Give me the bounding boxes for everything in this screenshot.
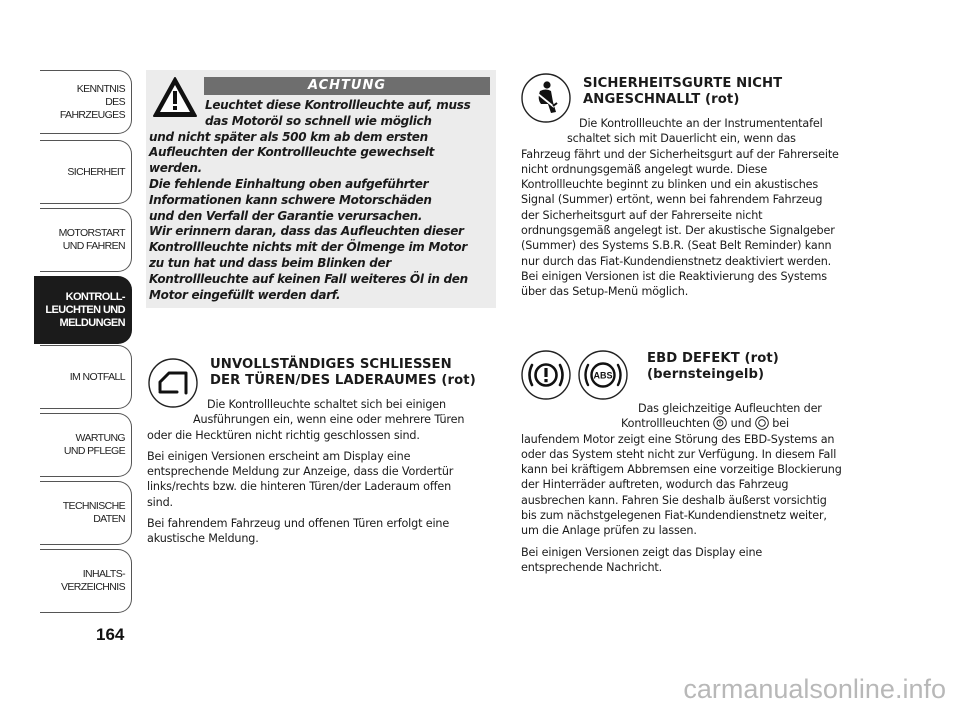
page-number: 164 (96, 625, 125, 644)
doors-title (210, 357, 476, 389)
tab-kontrollleuchten[interactable] (34, 276, 132, 344)
warning-line: Die fehlende Einhaltung oben aufgeführter (149, 176, 429, 191)
seatbelt-text (521, 116, 881, 300)
warning-line: Kontrollleuchte auf keinen Fall weiteres Öl in den (149, 271, 468, 286)
text-line-inline-icons (521, 416, 881, 431)
tab-label: TECHNISCHE DATEN (62, 500, 125, 525)
text-line: kann bei kräftigem Abbremsen eine vorzeitige Blockierung (521, 463, 842, 477)
warning-line: und den Verfall der Garantie verursachen. (149, 208, 423, 223)
paragraph (147, 449, 497, 510)
tab-wartung[interactable] (40, 413, 132, 477)
text-line: oder die Hecktüren nicht richtig geschlossen sind. (147, 428, 420, 442)
brake-warning-icon (713, 416, 727, 430)
warning-line: und nicht später als 500 km ab dem ersten (149, 129, 428, 144)
tab-motorstart[interactable] (40, 208, 132, 272)
paragraph (521, 545, 881, 576)
title-line: ANGESCHNALLT (rot) (583, 92, 740, 107)
text-line: nicht ordnungsgemäß angelegt wurde. Diese (521, 162, 768, 176)
brake-warning-icon (520, 349, 572, 401)
title-line: SICHERHEITSGURTE NICHT (583, 76, 783, 91)
warning-line: zu tun hat und dass beim Blinken der (149, 255, 391, 270)
text-line: sind. (147, 495, 173, 509)
warning-text (149, 98, 493, 303)
text-line: ausbrechen kann. Fahren Sie deshalb äußerst vorsichtig (521, 493, 827, 507)
title-line: (bernsteingelb) (647, 367, 765, 382)
text-fragment: und (730, 417, 752, 431)
text-line: nur durch das Fiat-Kundendienstnetz deaktiviert werden. (521, 254, 832, 268)
ebd-text (521, 401, 881, 575)
watermark-text: carmanualsonline.info (683, 674, 946, 704)
text-line: Die Kontrollleuchte an der Instrumententafel (579, 117, 823, 130)
tab-technische-daten[interactable] (40, 481, 132, 545)
text-line: Bei fahrendem Fahrzeug und offenen Türen erfolgt eine (147, 517, 450, 531)
warning-line: Motor eingefüllt werden darf. (149, 287, 341, 302)
text-line: Fahrzeug fährt und der Sicherheitsgurt auf der Fahrerseite (521, 147, 839, 161)
tab-label: KENNTNIS DES FAHRZEUGES (59, 82, 125, 121)
tab-label: SICHERHEIT (67, 165, 125, 178)
text-line: Das gleichzeitige Aufleuchten der (638, 402, 822, 415)
title-line: DER TÜREN/DES LADERAUMES (rot) (210, 373, 476, 388)
doors-text (147, 397, 497, 547)
text-line: Kontrollleuchte beginnt zu blinken und ein akustisches (521, 178, 819, 192)
text-line: entsprechende Nachricht. (521, 560, 663, 574)
title-line: EBD DEFEKT (rot) (647, 351, 779, 366)
text-line: entsprechende Meldung zur Anzeige, dass die Vordertür (147, 465, 454, 479)
text-line: bis zum nächstgelegenen Fiat-Kundendienstnetz weiter, (521, 509, 827, 523)
text-line: laufendem Motor zeigt eine Störung des EBD-Systems an (521, 432, 835, 446)
warning-line: Aufleuchten der Kontrollleuchte gewechselt (149, 145, 435, 160)
text-fragment: bei (772, 417, 789, 431)
text-line: links/rechts bzw. die hinteren Türen/der Laderaum offen (147, 480, 452, 494)
tab-sicherheit[interactable] (40, 140, 132, 204)
abs-icon-text: ABS (593, 370, 613, 381)
text-line: Bei einigen Versionen ist die Reaktivierung des Systems (521, 269, 827, 283)
ebd-title (647, 351, 779, 383)
text-line: um die Anlage prüfen zu lassen. (521, 524, 697, 538)
text-line: ordnungsgemäß angelegt ist. Der akustische Signalgeber (521, 224, 835, 238)
title-line: UNVOLLSTÄNDIGES SCHLIESSEN (210, 357, 452, 372)
text-fragment: Kontrollleuchten (621, 417, 710, 431)
text-line: der Hinterräder auftreten, wodurch das Fahrzeug (521, 478, 789, 492)
text-line: Die Kontrollleuchte schaltet sich bei einigen (207, 398, 446, 411)
text-line: über das Setup-Menü möglich. (521, 285, 689, 299)
seatbelt-title (583, 76, 782, 108)
text-line: oder das System steht nicht zur Verfügung. In diesem Fall (521, 447, 837, 461)
text-line: der Sicherheitsgurt auf der Fahrerseite nicht (521, 208, 763, 222)
abs-icon (577, 349, 629, 401)
text-line: Bei einigen Versionen zeigt das Display eine (521, 545, 763, 559)
warning-line: Leuchtet diese Kontrollleuchte auf, muss (205, 98, 471, 112)
text-line: Bei einigen Versionen erscheint am Display eine (147, 449, 411, 463)
tab-label: MOTORSTART UND FAHREN (58, 227, 125, 252)
warning-line: werden. (149, 161, 202, 176)
tab-label: INHALTS- VERZEICHNIS (61, 568, 125, 593)
tab-im-notfall[interactable] (40, 345, 132, 409)
text-line: schaltet sich mit Dauerlicht ein, wenn das (567, 132, 796, 146)
tab-label: WARTUNG UND PFLEGE (63, 432, 125, 457)
warning-line: das Motoröl so schnell wie möglich (205, 113, 432, 128)
tab-inhaltsverzeichnis[interactable] (40, 549, 132, 613)
warning-header: ACHTUNG (204, 77, 490, 95)
text-line: (Summer) des Systems S.B.R. (Seat Belt Reminder) kann (521, 239, 832, 253)
warning-line: Kontrollleuchte nichts mit der Ölmenge im Motor (149, 240, 467, 255)
text-line: Signal (Summer) ertönt, wenn bei fahrendem Fahrzeug (521, 193, 823, 207)
warning-line: Informationen kann schwere Motorschäden (149, 192, 432, 207)
paragraph (147, 516, 497, 547)
text-line: akustische Meldung. (147, 532, 259, 546)
tab-label: KONTROLL- LEUCHTEN UND MELDUNGEN (45, 290, 125, 329)
tab-label: IM NOTFALL (69, 370, 125, 383)
warning-line: Wir erinnern daran, dass das Aufleuchten dieser (149, 224, 464, 239)
tab-kenntnis[interactable] (40, 70, 132, 134)
text-line: Ausführungen ein, wenn eine oder mehrere Türen (193, 413, 465, 427)
abs-icon (755, 416, 769, 430)
